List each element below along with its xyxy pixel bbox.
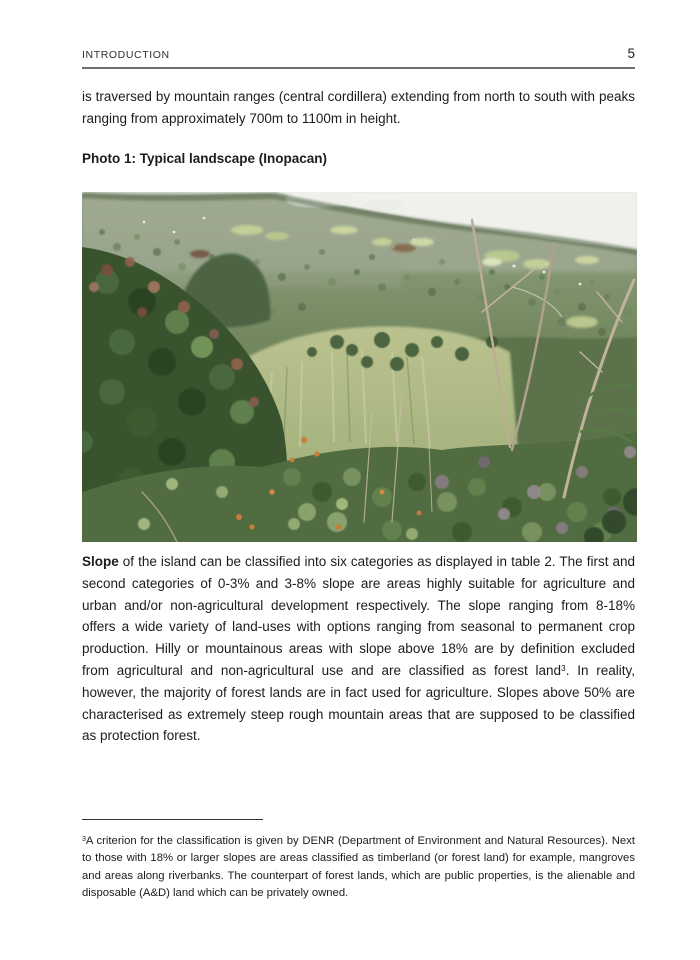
intro-paragraph: is traversed by mountain ranges (central cordillera) extending from north to south with peaks ranging from approximately 700m to 1100m in height. [82, 89, 635, 126]
footnote-separator [82, 819, 263, 820]
footnote-text: A criterion for the classification is given by DENR (Department of Environment and Natural Resources). Next to those with 18% or larger slopes are areas classified as timberland (or forest land) for example, mangroves and areas along riverbanks. The counterpart of forest lands, which are public properties, is the alienable and disposable (A&D) land which can be privately owned. [82, 835, 635, 900]
footnote-reference: 3 [561, 662, 566, 673]
slope-lead-word: Slope [82, 554, 119, 569]
header-rule [82, 67, 635, 69]
page-header [82, 46, 635, 61]
photo-caption: Photo 1: Typical landscape (Inopacan) [82, 151, 328, 166]
slope-text-before-ref: of the island can be classified into six categories as displayed in table 2. The first and second categories of 0-3% and 3-8% slope are areas highly suitable for agriculture and urban and/or non-agricultural development respectively. The slope ranging from 8-18% offers a wide variety of land-uses with options ranging from seasonal to permanent crop production. Hilly or mountainous areas with slope above 18% are by definition excluded from agricultural and non-agricultural use and are classified as forest land [82, 554, 635, 678]
landscape-photo [82, 192, 637, 542]
slope-paragraph [82, 551, 635, 747]
section-title: INTRODUCTION [82, 49, 170, 61]
footnote-marker: 3 [82, 835, 86, 843]
footnote [82, 833, 635, 903]
slope-text-after-ref: . In reality, however, the majority of forest lands are in fact used for agriculture. Slopes above 50% are characterised as extremely steep rough mountain areas that are supposed to be classified as protection forest. [82, 662, 635, 744]
page-number: 5 [627, 46, 635, 61]
